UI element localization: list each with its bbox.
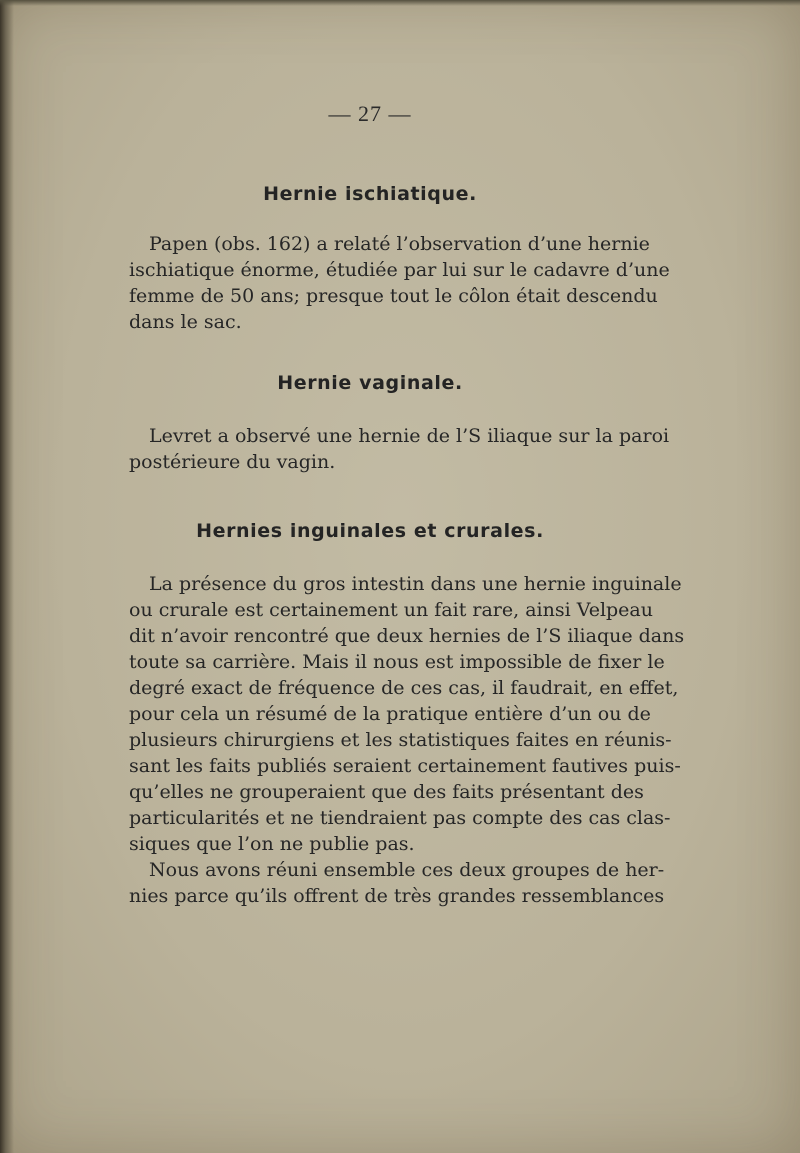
text-line: ou crurale est certainement un fait rare, ainsi Velpeau: [129, 599, 653, 621]
text-line: sant les faits publiés seraient certainement fautives puis-: [129, 755, 681, 777]
text-line: degré exact de fréquence de ces cas, il faudrait, en effet,: [129, 677, 679, 699]
text-line: dit n’avoir rencontré que deux hernies de l’S iliaque dans: [129, 625, 685, 647]
text-line: Nous avons réuni ensemble ces deux groupes de her-: [149, 859, 665, 881]
text-line: femme de 50 ans; presque tout le côlon était descendu: [129, 285, 658, 307]
text-line: toute sa carrière. Mais il nous est impossible de fixer le: [129, 651, 665, 673]
section-heading-ischiatique: Hernie ischiatique.: [263, 183, 477, 205]
page-top-edge: [0, 0, 800, 6]
text-line: pour cela un résumé de la pratique entière d’un ou de: [129, 703, 651, 725]
text-line: La présence du gros intestin dans une hernie inguinale: [149, 573, 682, 595]
text-line: postérieure du vagin.: [129, 451, 336, 473]
text-line: Levret a observé une hernie de l’S iliaque sur la paroi: [149, 425, 670, 447]
section-heading-inguinales-crurales: Hernies inguinales et crurales.: [196, 520, 544, 542]
text-line: dans le sac.: [129, 311, 242, 333]
section-heading-vaginale: Hernie vaginale.: [277, 372, 463, 394]
page-spine-shadow: [0, 0, 14, 1153]
text-line: siques que l’on ne publie pas.: [129, 833, 415, 855]
text-line: qu’elles ne grouperaient que des faits présentant des: [129, 781, 644, 803]
text-line: plusieurs chirurgiens et les statistiques faites en réunis-: [129, 729, 672, 751]
text-line: particularités et ne tiendraient pas compte des cas clas-: [129, 807, 671, 829]
page-number: — 27 —: [328, 101, 412, 126]
text-line: ischiatique énorme, étudiée par lui sur le cadavre d’une: [129, 259, 670, 281]
text-line: nies parce qu’ils offrent de très grandes ressemblances: [129, 885, 665, 907]
text-line: Papen (obs. 162) a relaté l’observation d’une hernie: [149, 233, 650, 255]
